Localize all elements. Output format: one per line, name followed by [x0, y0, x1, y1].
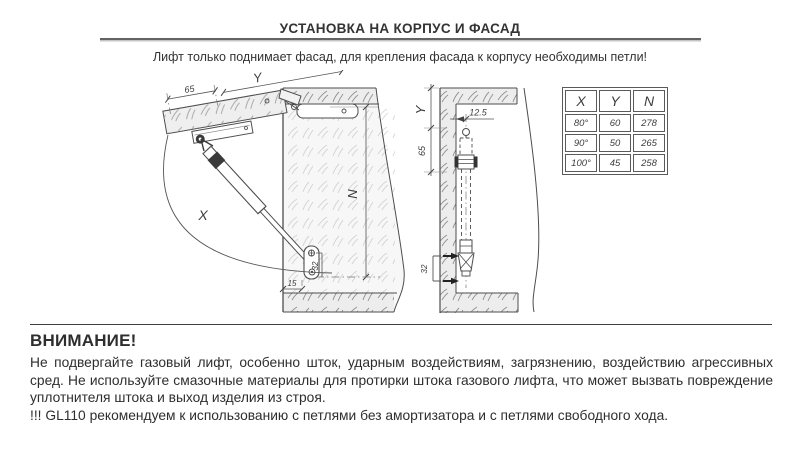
table-cell: 60 [599, 114, 631, 132]
page-subtitle: Лифт только поднимает фасад, для крепления фасада к корпусу необходимы петли! [152, 50, 648, 64]
table-row [565, 154, 665, 172]
table-header-y: Y [599, 90, 631, 112]
dim-label-125: 12.5 [469, 107, 487, 118]
dim-label-y-facade: Y [251, 70, 264, 86]
dim-label-15: 15 [287, 279, 297, 288]
table-header-n: N [633, 90, 665, 112]
table-cell: 50 [599, 134, 631, 152]
installation-diagram [0, 70, 800, 330]
dim-label-32-left: 32 [311, 261, 320, 271]
dimension-table [562, 87, 668, 175]
dim-label-32-right: 32 [420, 264, 429, 274]
table-cell: 258 [633, 154, 665, 172]
page-title: УСТАНОВКА НА КОРПУС И ФАСАД [279, 21, 521, 36]
dimension-125 [450, 108, 494, 123]
right-diagram-closed-position [413, 84, 539, 313]
dim-label-65-right: 65 [417, 145, 427, 157]
table-header-x: X [565, 90, 597, 112]
break-line [524, 88, 539, 312]
cabinet-side-view [283, 88, 404, 312]
table-row [565, 134, 665, 152]
warning-heading: ВНИМАНИЕ! [30, 331, 137, 350]
warning-section [30, 331, 773, 425]
cabinet-section [440, 88, 539, 313]
dim-label-y-right: Y [413, 105, 428, 115]
dim-label-n: N [345, 189, 360, 199]
table-cell: 100° [565, 154, 597, 172]
left-diagram-open-position [159, 70, 405, 312]
section-divider [30, 324, 772, 325]
table-row [565, 114, 665, 132]
table-cell: 265 [633, 134, 665, 152]
table-cell: 90° [565, 134, 597, 152]
table-cell: 80° [565, 114, 597, 132]
title-divider [100, 38, 701, 40]
table-cell: 45 [599, 154, 631, 172]
table-cell: 278 [633, 114, 665, 132]
warning-note: !!! GL110 рекомендуем к использованию с петлями без амортизатора и с петлями свободного хода. [30, 407, 669, 423]
dim-label-x-arc: X [198, 207, 208, 223]
dim-label-65-facade: 65 [183, 83, 196, 96]
warning-body: Не подвергайте газовый лифт, особенно шток, ударным воздействиям, загрязнению, воздействию агрессивных сред. Не используйте смазочные материалы для протирки штока газового лифта, что может вызвать повреждение уплотнителя штока и выход изделия из строя. [30, 355, 773, 406]
gas-lift-closed [455, 114, 478, 288]
